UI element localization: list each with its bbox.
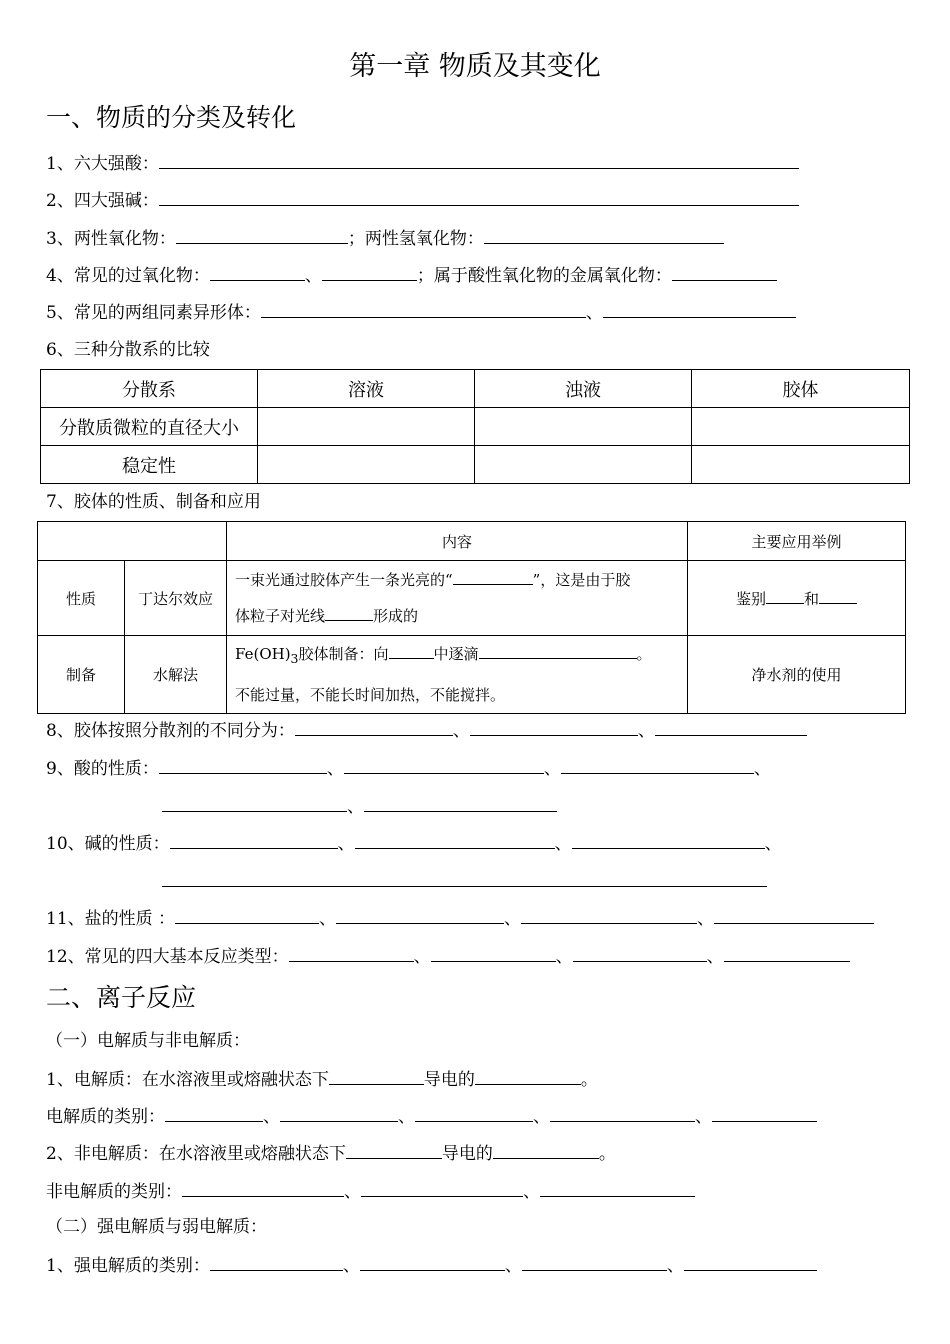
question-1-label: 1、六大强酸：: [46, 154, 159, 174]
table-header-empty: [38, 522, 227, 561]
separator: 、: [697, 909, 715, 929]
answer-blank[interactable]: [325, 607, 373, 621]
question-5: [46, 302, 796, 323]
answer-blank[interactable]: [329, 1069, 424, 1085]
answer-blank[interactable]: [655, 720, 807, 736]
question-4: [46, 265, 777, 286]
answer-blank[interactable]: [712, 1106, 817, 1122]
row-label: 分散质微粒的直径大小: [41, 408, 258, 446]
separator: 、: [344, 1182, 361, 1202]
row-label: 性质: [38, 561, 125, 636]
answer-blank[interactable]: [182, 1181, 344, 1197]
answer-blank[interactable]: [470, 720, 638, 736]
answer-blank[interactable]: [484, 228, 724, 244]
separator: 、: [326, 759, 344, 779]
separator: 、: [585, 303, 603, 323]
question-2-label: 2、四大强碱：: [46, 191, 159, 211]
cell-text: 形成的: [373, 607, 419, 625]
question-2: [46, 190, 799, 211]
answer-blank[interactable]: [322, 265, 417, 281]
answer-blank[interactable]: [261, 302, 586, 318]
answer-blank[interactable]: [572, 833, 765, 849]
answer-blank[interactable]: [550, 1106, 695, 1122]
answer-blank[interactable]: [522, 1255, 667, 1271]
strong-electrolyte-types: [46, 1255, 817, 1276]
line-label: 导电的: [423, 1070, 475, 1090]
cell-text: 不能过量，不能长时间加热，不能搅拌。: [235, 686, 506, 704]
answer-blank[interactable]: [672, 265, 777, 281]
electrolyte-types: [46, 1106, 817, 1127]
answer-blank[interactable]: [159, 190, 799, 206]
answer-blank[interactable]: [280, 1106, 398, 1122]
answer-blank[interactable]: [361, 1181, 523, 1197]
table-header: 内容: [227, 522, 688, 561]
answer-blank[interactable]: [176, 228, 348, 244]
answer-blank[interactable]: [603, 302, 796, 318]
cell-text: 体粒子对光线: [235, 607, 326, 625]
answer-blank[interactable]: [431, 946, 556, 962]
separator: 、: [304, 266, 322, 286]
separator: 、: [337, 834, 355, 854]
section-heading-1: 一、物质的分类及转化: [46, 103, 297, 132]
cell-text: 中逐滴: [433, 645, 479, 663]
app-cell: 净水剂的使用: [688, 636, 906, 714]
answer-blank[interactable]: [170, 833, 338, 849]
cell-subscript: 3: [290, 651, 299, 666]
period: 。: [580, 1070, 598, 1090]
answer-blank[interactable]: [453, 571, 533, 585]
answer-blank[interactable]: [724, 946, 850, 962]
question-9-label: 9、酸的性质：: [46, 759, 159, 779]
cell-text: 胶体制备：向: [298, 645, 389, 663]
table-header: 主要应用举例: [688, 522, 906, 561]
question-10-continued: [162, 871, 767, 892]
answer-blank[interactable]: [162, 796, 347, 812]
row-label: 水解法: [125, 636, 227, 714]
question-8: [46, 720, 807, 741]
answer-blank[interactable]: [479, 645, 637, 659]
answer-blank[interactable]: [389, 645, 434, 659]
line-label: 导电的: [441, 1144, 493, 1164]
answer-blank[interactable]: [766, 590, 804, 604]
separator: 、: [753, 759, 771, 779]
electrolyte-definition: [46, 1069, 598, 1090]
answer-blank[interactable]: [175, 908, 319, 924]
answer-blank[interactable]: [344, 758, 544, 774]
app-cell: [688, 561, 906, 636]
question-10: [46, 833, 782, 854]
subsection-2: （二）强电解质与弱电解质：: [46, 1217, 267, 1237]
answer-cell[interactable]: [475, 408, 692, 446]
separator: 、: [413, 947, 431, 967]
table-header: 浊液: [475, 370, 692, 408]
answer-blank[interactable]: [289, 946, 414, 962]
answer-blank[interactable]: [714, 908, 874, 924]
table-header: 分散系: [41, 370, 258, 408]
separator: 、: [543, 759, 561, 779]
question-12: [46, 946, 850, 967]
cell-text: 和: [804, 589, 820, 608]
separator: 、: [523, 1182, 540, 1202]
answer-blank[interactable]: [573, 946, 707, 962]
cell-text: Fe(OH): [235, 645, 291, 663]
question-4-label: 4、常见的过氧化物：: [46, 266, 210, 286]
answer-blank[interactable]: [561, 758, 754, 774]
answer-blank[interactable]: [210, 265, 305, 281]
non-electrolyte-types: [46, 1181, 695, 1202]
separator: 、: [504, 1256, 522, 1276]
separator: 、: [319, 909, 337, 929]
answer-cell[interactable]: [475, 446, 692, 484]
cell-text: 一束光通过胶体产生一条光亮的“: [235, 571, 453, 589]
row-label: 丁达尔效应: [125, 561, 227, 636]
line-label: 1、电解质：在水溶液里或熔融状态下: [46, 1070, 329, 1090]
answer-blank[interactable]: [336, 908, 504, 924]
non-electrolyte-definition: [46, 1143, 616, 1164]
table-header: 胶体: [692, 370, 910, 408]
line-label: 1、强电解质的类别：: [46, 1256, 210, 1276]
question-9: [46, 758, 771, 779]
answer-blank[interactable]: [521, 908, 697, 924]
answer-blank[interactable]: [165, 1106, 263, 1122]
dispersion-comparison-table: [40, 369, 910, 484]
answer-blank[interactable]: [346, 1143, 442, 1159]
separator: 、: [706, 947, 724, 967]
cell-text: 。: [636, 645, 652, 663]
question-10-label: 10、碱的性质：: [46, 834, 170, 854]
answer-blank[interactable]: [540, 1181, 695, 1197]
row-label: 制备: [38, 636, 125, 714]
question-5-label: 5、常见的两组同素异形体：: [46, 303, 261, 323]
line-label: 非电解质的类别：: [46, 1182, 182, 1202]
separator: 、: [695, 1107, 712, 1127]
question-6: 6、三种分散系的比较: [46, 340, 210, 360]
content-cell: [227, 561, 688, 636]
separator: 、: [555, 947, 573, 967]
separator: 、: [554, 834, 572, 854]
line-label: 电解质的类别：: [46, 1107, 165, 1127]
answer-cell[interactable]: [258, 408, 475, 446]
answer-blank[interactable]: [159, 153, 799, 169]
content-cell: [227, 636, 688, 714]
answer-blank[interactable]: [684, 1255, 817, 1271]
separator: 、: [533, 1107, 550, 1127]
question-12-label: 12、常见的四大基本反应类型：: [46, 947, 289, 967]
question-1: [46, 153, 799, 174]
separator: 、: [347, 797, 364, 817]
row-label: 稳定性: [41, 446, 258, 484]
answer-blank[interactable]: [415, 1106, 533, 1122]
answer-blank[interactable]: [493, 1143, 599, 1159]
answer-blank[interactable]: [295, 720, 453, 736]
answer-cell[interactable]: [258, 446, 475, 484]
answer-cell[interactable]: [692, 446, 910, 484]
page-title: 第一章 物质及其变化: [349, 51, 601, 82]
question-3: [46, 228, 724, 249]
separator: 、: [398, 1107, 415, 1127]
separator: 、: [342, 1256, 360, 1276]
answer-blank[interactable]: [360, 1255, 505, 1271]
answer-cell[interactable]: [692, 408, 910, 446]
separator: 、: [764, 834, 782, 854]
cell-text: ”，这是由于胶: [532, 571, 631, 589]
question-3-label: 3、两性氧化物：: [46, 229, 176, 249]
period: 。: [598, 1144, 616, 1164]
subsection-1: （一）电解质与非电解质：: [46, 1031, 250, 1051]
question-11: [46, 908, 874, 929]
line-label: 2、非电解质：在水溶液里或熔融状态下: [46, 1144, 346, 1164]
question-4-label-b: ；属于酸性氧化物的金属氧化物：: [416, 266, 672, 286]
separator: 、: [504, 909, 522, 929]
separator: 、: [666, 1256, 684, 1276]
answer-blank[interactable]: [162, 871, 767, 887]
answer-blank[interactable]: [364, 796, 557, 812]
separator: 、: [637, 721, 655, 741]
separator: 、: [452, 721, 470, 741]
colloid-table: [37, 521, 906, 714]
question-9-continued: [162, 796, 557, 817]
answer-blank[interactable]: [475, 1069, 581, 1085]
table-header: 溶液: [258, 370, 475, 408]
answer-blank[interactable]: [159, 758, 327, 774]
separator: 、: [263, 1107, 280, 1127]
section-heading-2: 二、离子反应: [46, 983, 197, 1012]
answer-blank[interactable]: [355, 833, 555, 849]
question-3-label-b: ；两性氢氧化物：: [347, 229, 484, 249]
question-7: 7、胶体的性质、制备和应用: [46, 492, 261, 512]
answer-blank[interactable]: [210, 1255, 343, 1271]
question-11-label: 11、盐的性质 ：: [46, 909, 176, 929]
question-8-label: 8、胶体按照分散剂的不同分为：: [46, 721, 295, 741]
cell-text: 鉴别: [735, 589, 766, 608]
answer-blank[interactable]: [819, 590, 857, 604]
